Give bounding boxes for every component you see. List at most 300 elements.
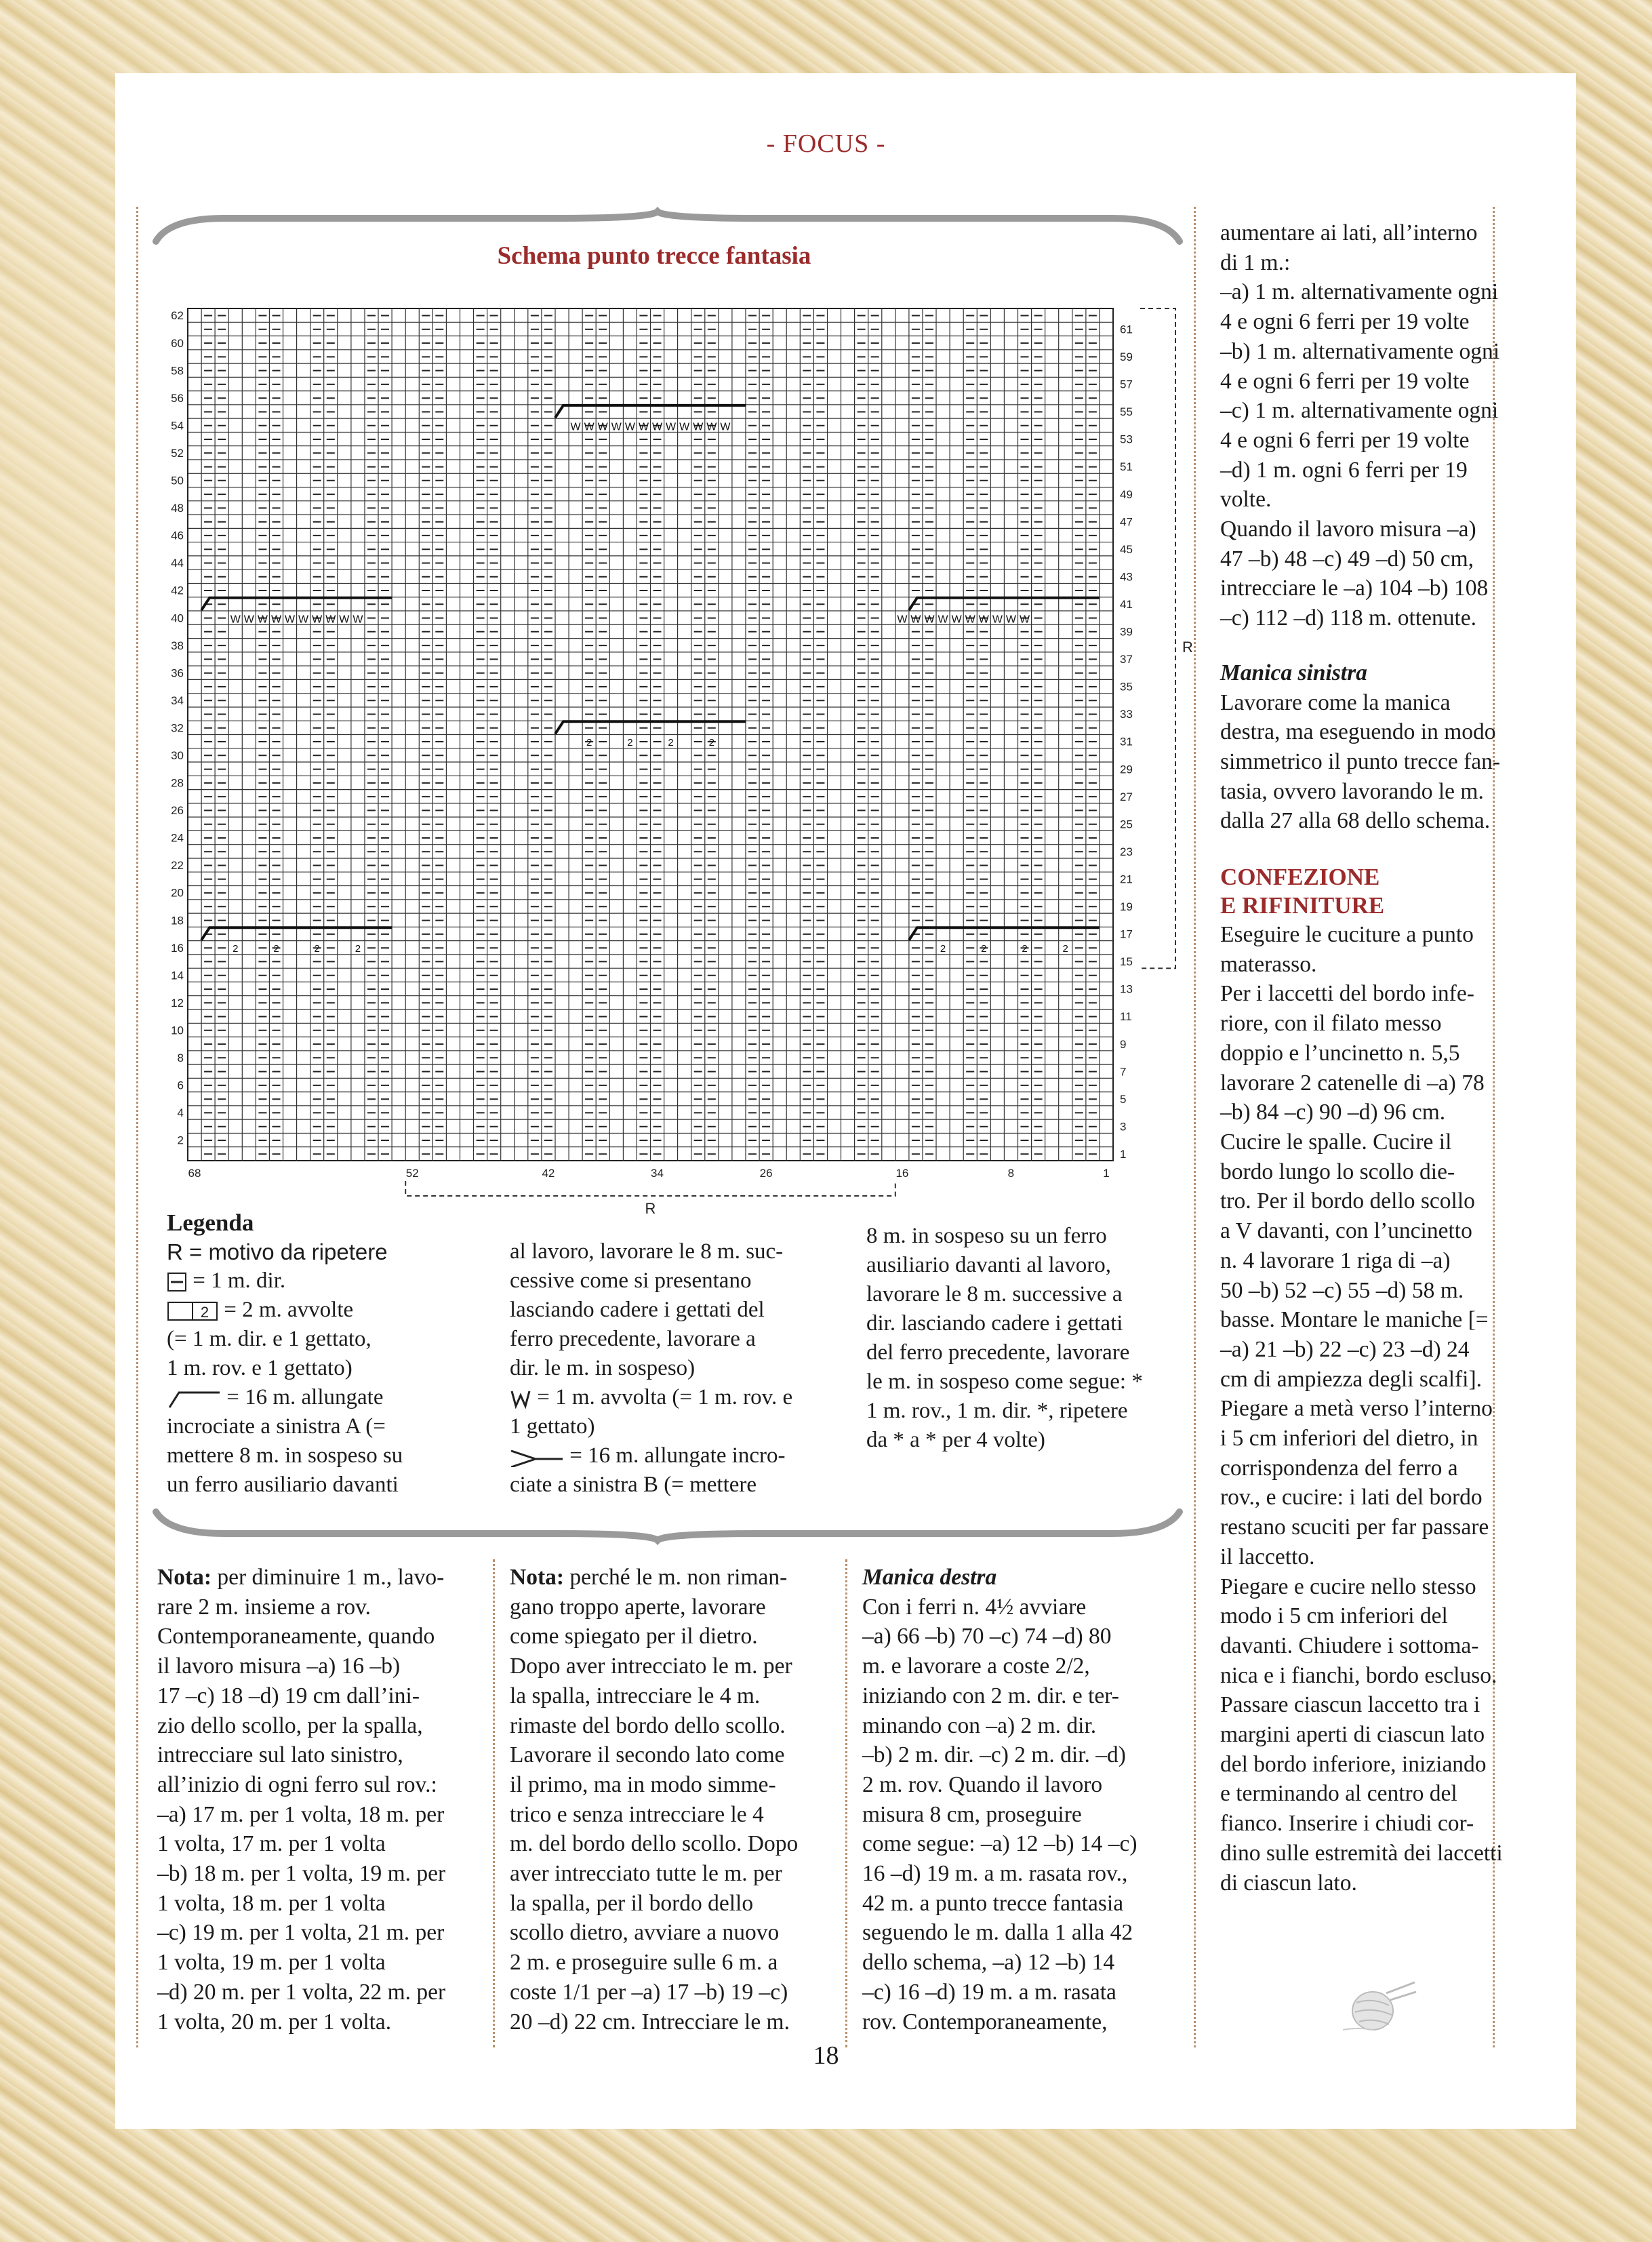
text-line-content: Contemporaneamente, quando — [157, 1624, 435, 1649]
wrap-stitch-mark: W — [965, 614, 975, 626]
legend-line: lavorare le 8 m. successive a — [866, 1282, 1123, 1306]
legend-line: al lavoro, lavorare le 8 m. suc- — [510, 1239, 784, 1264]
wrap-stitch-mark: W — [679, 421, 690, 433]
wrap-stitch-mark: W — [257, 614, 268, 626]
text-line: di 1 m.: — [1220, 249, 1291, 275]
wrap-stitch-mark: W — [693, 421, 704, 433]
text-line: misura 8 cm, proseguire — [862, 1801, 1082, 1827]
text-line-content: –d) 20 m. per 1 volta, 22 m. per — [157, 1979, 446, 2005]
increase-instructions — [1220, 218, 1528, 633]
text-line — [510, 1711, 827, 1741]
text-line-content: perché le m. non riman- — [564, 1565, 788, 1590]
repeat-mark-horizontal: R — [645, 1200, 656, 1217]
text-line-content: –a) 17 m. per 1 volta, 18 m. per — [157, 1801, 445, 1827]
column-label: 1 — [1103, 1167, 1110, 1180]
text-line-content: 1 volta, 20 m. per 1 volta. — [157, 2009, 392, 2035]
text-line-content: intrecciare sul lato sinistro, — [157, 1742, 403, 1768]
double-wrap-mark: 2 — [940, 943, 946, 955]
row-label-right: 33 — [1120, 708, 1133, 721]
text-line — [510, 1563, 827, 1593]
row-label-left: 42 — [171, 584, 184, 597]
text-line-content: rare 2 m. insieme a rov. — [157, 1594, 371, 1620]
confezione-text — [1220, 920, 1528, 1898]
wrap-stitch-mark: W — [325, 614, 336, 626]
svg-text:2: 2 — [200, 1304, 209, 1321]
legend-col-2 — [510, 1237, 828, 1500]
text-line: lavorare 2 catenelle di –a) 78 — [1220, 1070, 1485, 1096]
cable-b-symbol-icon — [510, 1447, 564, 1467]
text-line: simmetrico il punto trecce fan- — [1220, 748, 1501, 774]
column-label: 52 — [405, 1167, 419, 1180]
manica-sinistra-text — [1220, 688, 1528, 837]
text-line-content: m. del bordo dello scollo. Dopo — [510, 1831, 799, 1857]
text-line — [157, 1770, 476, 1800]
body-column-1 — [157, 1563, 476, 2037]
text-line — [510, 1918, 827, 1948]
text-line-content: come spiegato per il dietro. — [510, 1624, 758, 1649]
text-line: –b) 2 m. dir. –c) 2 m. dir. –d) — [862, 1742, 1126, 1768]
text-line — [510, 2007, 827, 2037]
confezione-heading — [1220, 863, 1528, 920]
repeat-bracket-horizontal — [405, 1181, 895, 1196]
text-line — [510, 1652, 827, 1681]
legend-line: ciate a sinistra B (= mettere — [510, 1473, 757, 1497]
double-wrap-mark: 2 — [708, 737, 714, 749]
text-line-content: –c) 19 m. per 1 volta, 21 m. per — [157, 1920, 445, 1946]
text-line-content: gano troppo aperte, lavorare — [510, 1594, 766, 1620]
text-line: –b) 84 –c) 90 –d) 96 cm. — [1220, 1100, 1446, 1125]
row-label-left: 2 — [177, 1134, 184, 1147]
row-label-right: 15 — [1120, 955, 1133, 969]
legend-line — [510, 1383, 828, 1412]
text-line: restano scuciti per far passare — [1220, 1515, 1489, 1540]
text-line: e terminando al centro del — [1220, 1781, 1457, 1807]
text-line: –d) 1 m. ogni 6 ferri per 19 — [1220, 457, 1468, 483]
text-line: Per i laccetti del bordo infe- — [1220, 981, 1474, 1007]
text-line — [157, 1978, 476, 2007]
cable-a-symbol-icon — [167, 1388, 221, 1409]
row-label-right: 35 — [1120, 680, 1133, 694]
legend-line: 8 m. in sospeso su un ferro — [866, 1224, 1107, 1248]
text-line-content: all’inizio di ogni ferro sul rov.: — [157, 1771, 437, 1797]
text-line: basse. Montare le maniche [= — [1220, 1307, 1489, 1333]
wrap-stitch-mark: W — [1019, 614, 1030, 626]
text-line-content: scollo dietro, avviare a nuovo — [510, 1920, 780, 1946]
text-line: minando con –a) 2 m. dir. — [862, 1713, 1097, 1738]
text-line-content: coste 1/1 per –a) 17 –b) 19 –c) — [510, 1979, 788, 2005]
row-label-left: 14 — [171, 969, 184, 982]
wrap-stitch-mark: W — [243, 614, 254, 626]
yarn-ball-icon — [1339, 1980, 1420, 2034]
row-label-left: 16 — [171, 941, 184, 955]
row-label-right: 45 — [1120, 542, 1133, 556]
confezione-title-line: E RIFINITURE — [1220, 892, 1385, 919]
legend-line-text: R = motivo da ripetere — [167, 1239, 388, 1264]
text-line: 16 –d) 19 m. a m. rasata rov., — [862, 1861, 1128, 1887]
wrap-stitch-mark: W — [992, 614, 1003, 626]
text-line: il laccetto. — [1220, 1544, 1315, 1569]
text-line-content: trico e senza intrecciare le 4 — [510, 1801, 764, 1827]
manica-destra-text — [862, 1593, 1180, 2037]
text-line: dalla 27 alla 68 dello schema. — [1220, 808, 1491, 834]
wrap-stitch-mark: W — [352, 614, 363, 626]
text-line: Piegare e cucire nello stesso — [1220, 1574, 1476, 1599]
legend-line-text: = 16 m. allungate — [226, 1385, 384, 1409]
text-line: Quando il lavoro misura –a) — [1220, 517, 1476, 542]
legend-line: le m. in sospeso come segue: * — [866, 1369, 1143, 1394]
column-label: 68 — [188, 1167, 201, 1180]
legend-line-text: = 1 m. avvolta (= 1 m. rov. e — [537, 1385, 793, 1409]
text-line: aumentare ai lati, all’interno — [1220, 220, 1478, 245]
row-label-left: 36 — [171, 666, 184, 680]
text-line-content: la spalla, intrecciare le 4 m. — [510, 1683, 761, 1708]
legend-line — [167, 1237, 506, 1266]
row-label-right: 25 — [1120, 818, 1133, 831]
text-line — [510, 1800, 827, 1830]
text-line: tro. Per il bordo dello scollo — [1220, 1188, 1475, 1214]
section-header: - FOCUS - — [766, 129, 886, 158]
text-line: margini aperti di ciascun lato — [1220, 1722, 1485, 1748]
row-label-right: 43 — [1120, 570, 1133, 584]
text-line: 2 m. rov. Quando il lavoro — [862, 1771, 1103, 1797]
text-line: Piegare a metà verso l’interno — [1220, 1396, 1493, 1422]
row-label-right: 23 — [1120, 845, 1133, 858]
grid-rows — [188, 322, 1113, 1146]
row-label-right: 13 — [1120, 982, 1133, 996]
double-wrap-mark: 2 — [586, 737, 592, 749]
double-wrap-mark: 2 — [981, 943, 987, 955]
text-line: materasso. — [1220, 951, 1317, 977]
chart-grid — [188, 308, 1113, 1161]
text-line: nica e i fianchi, bordo escluso. — [1220, 1662, 1497, 1688]
row-label-left: 24 — [171, 831, 184, 845]
row-label-left: 54 — [171, 419, 184, 433]
legend-line: cessive come si presentano — [510, 1268, 752, 1293]
text-line-content: per diminuire 1 m., lavo- — [211, 1565, 445, 1590]
row-label-left: 4 — [177, 1106, 184, 1120]
text-line-content: aver intrecciato tutte le m. per — [510, 1861, 782, 1887]
text-line-content: 20 –d) 22 cm. Intrecciare le m. — [510, 2009, 790, 2035]
double-wrap-mark: 2 — [273, 943, 279, 955]
bottom-bracket — [156, 1512, 1180, 1540]
row-label-left: 48 — [171, 502, 184, 515]
row-label-left: 52 — [171, 447, 184, 460]
legend-title: Legenda — [167, 1209, 254, 1236]
row-label-right: 49 — [1120, 487, 1133, 501]
text-line — [157, 1652, 476, 1681]
row-label-left: 38 — [171, 639, 184, 652]
row-label-left: 20 — [171, 886, 184, 900]
row-label-left: 12 — [171, 996, 184, 1009]
text-line: –b) 1 m. alternativamente ogni — [1220, 338, 1500, 364]
row-label-right: 37 — [1120, 653, 1133, 666]
text-line: corrispondenza del ferro a — [1220, 1455, 1458, 1481]
legend-line: dir. lasciando cadere i gettati — [866, 1311, 1123, 1336]
wrap-stitch-mark: W — [638, 421, 649, 433]
body-column-3 — [862, 1563, 1180, 2037]
note-label: Nota: — [157, 1565, 212, 1590]
legend-line-text: = 1 m. dir. — [193, 1268, 286, 1293]
text-line-content: 1 volta, 17 m. per 1 volta — [157, 1831, 386, 1857]
row-label-right: 27 — [1120, 790, 1133, 803]
text-line — [510, 1859, 827, 1889]
text-line: iniziando con 2 m. dir. e ter- — [862, 1683, 1119, 1708]
row-label-left: 34 — [171, 694, 184, 707]
text-line — [510, 1978, 827, 2007]
text-line — [510, 1622, 827, 1652]
text-line: –c) 1 m. alternativamente ogni — [1220, 398, 1499, 424]
row-label-right: 11 — [1120, 1010, 1132, 1024]
text-line: bordo lungo lo scollo die- — [1220, 1159, 1455, 1184]
row-label-right: 3 — [1120, 1120, 1127, 1134]
wrap-stitch-symbol-icon — [510, 1388, 531, 1409]
text-line-content: –b) 18 m. per 1 volta, 19 m. per — [157, 1861, 446, 1887]
legend-line: ausiliario davanti al lavoro, — [866, 1253, 1112, 1277]
legend-line — [167, 1266, 506, 1296]
text-line: a V davanti, con l’uncinetto — [1220, 1218, 1472, 1244]
row-label-right: 29 — [1120, 763, 1133, 776]
wrap-stitch-mark: W — [298, 614, 309, 626]
text-line: i 5 cm inferiori del dietro, in — [1220, 1426, 1478, 1452]
wrap-stitch-mark: W — [570, 421, 581, 433]
text-line: –c) 112 –d) 118 m. ottenute. — [1220, 605, 1477, 631]
text-line-content: zio dello scollo, per la spalla, — [157, 1713, 423, 1738]
text-line — [157, 1800, 476, 1830]
text-line-content: 1 volta, 19 m. per 1 volta — [157, 1950, 386, 1976]
text-line: 42 m. a punto trecce fantasia — [862, 1890, 1124, 1916]
row-label-left: 62 — [171, 309, 184, 323]
text-line: di ciascun lato. — [1220, 1870, 1357, 1896]
row-label-left: 46 — [171, 529, 184, 542]
column-label: 42 — [542, 1167, 555, 1180]
text-line — [157, 1889, 476, 1919]
wrap-stitch-mark: W — [978, 614, 989, 626]
row-label-right: 57 — [1120, 378, 1133, 391]
text-line: rov. Contemporaneamente, — [862, 2009, 1108, 2035]
text-line: fianco. Inserire i chiudi cor- — [1220, 1811, 1474, 1837]
row-label-right: 51 — [1120, 460, 1133, 474]
top-bracket — [156, 212, 1180, 241]
text-line — [157, 1622, 476, 1652]
text-line: riore, con il filato messo — [1220, 1011, 1442, 1037]
text-line — [510, 1829, 827, 1859]
row-label-right: 39 — [1120, 625, 1133, 639]
text-line — [157, 1711, 476, 1741]
text-line: cm di ampiezza degli scalfi]. — [1220, 1366, 1483, 1392]
text-line-content: Lavorare il secondo lato come — [510, 1742, 785, 1768]
text-line: 4 e ogni 6 ferri per 19 volte — [1220, 309, 1470, 335]
legend-line: mettere 8 m. in sospeso su — [167, 1443, 403, 1468]
row-label-right: 7 — [1120, 1065, 1127, 1079]
row-label-left: 8 — [177, 1052, 184, 1064]
text-line: volte. — [1220, 487, 1272, 513]
legend-col-3 — [866, 1222, 1185, 1455]
wrap-stitch-mark: W — [611, 421, 622, 433]
legend-line — [167, 1296, 506, 1325]
legend-line: un ferro ausiliario davanti — [167, 1473, 399, 1497]
row-label-left: 6 — [177, 1079, 184, 1092]
row-label-right: 61 — [1120, 323, 1133, 336]
text-line-content: la spalla, per il bordo dello — [510, 1890, 754, 1916]
row-label-right: 59 — [1120, 351, 1133, 363]
wrap-stitch-mark: W — [1005, 614, 1016, 626]
column-label: 8 — [1007, 1167, 1015, 1180]
double-wrap-mark: 2 — [627, 737, 633, 749]
text-line: 47 –b) 48 –c) 49 –d) 50 cm, — [1220, 546, 1474, 572]
text-line-content: il primo, ma in modo simme- — [510, 1771, 776, 1797]
wrap-stitch-mark: W — [597, 421, 608, 433]
text-line: dino sulle estremità dei laccetti — [1220, 1840, 1503, 1866]
double-wrap-mark: 2 — [1022, 943, 1028, 955]
text-line — [157, 1948, 476, 1978]
text-line-content: 2 m. e proseguire sulle 6 m. a — [510, 1950, 778, 1976]
column-label: 26 — [759, 1167, 773, 1180]
row-label-left: 56 — [171, 391, 184, 405]
legend-line-text: = 2 m. avvolte — [224, 1298, 354, 1322]
row-label-left: 44 — [171, 557, 184, 570]
text-line — [510, 1593, 827, 1622]
page-number: 18 — [813, 2041, 839, 2070]
row-label-left: 60 — [171, 336, 184, 350]
double-wrap-mark: 2 — [233, 943, 239, 955]
text-line-content: il lavoro misura –a) 16 –b) — [157, 1654, 401, 1679]
row-label-right: 53 — [1120, 433, 1133, 446]
text-line — [510, 1948, 827, 1978]
row-label-left: 32 — [171, 721, 184, 735]
text-line: seguendo le m. dalla 1 alla 42 — [862, 1920, 1133, 1946]
row-label-right: 9 — [1120, 1037, 1127, 1051]
wrap-stitch-mark: W — [339, 614, 350, 626]
manica-sinistra-title: Manica sinistra — [1220, 660, 1367, 685]
legend-line: del ferro precedente, lavorare — [866, 1340, 1130, 1365]
text-line: davanti. Chiudere i sottoma- — [1220, 1633, 1479, 1658]
text-line — [510, 1681, 827, 1711]
text-line — [510, 1770, 827, 1800]
row-label-left: 30 — [171, 749, 184, 762]
text-line: n. 4 lavorare 1 riga di –a) — [1220, 1247, 1451, 1273]
confezione-title-line: CONFEZIONE — [1220, 864, 1380, 891]
row-label-right: 41 — [1120, 598, 1133, 611]
legend-line — [510, 1441, 828, 1470]
wrap-stitch-mark: W — [951, 614, 962, 626]
text-line: doppio e l’uncinetto n. 5,5 — [1220, 1040, 1460, 1066]
legend-line-text: = 16 m. allungate incro- — [569, 1443, 786, 1468]
legend-line: ferro precedente, lavorare a — [510, 1327, 756, 1351]
text-line-content: 1 volta, 18 m. per 1 volta — [157, 1890, 386, 1916]
text-line: come segue: –a) 12 –b) 14 –c) — [862, 1831, 1137, 1857]
wrap-stitch-mark: W — [706, 421, 717, 433]
text-line-content: 17 –c) 18 –d) 19 cm dall’ini- — [157, 1683, 420, 1708]
text-line — [157, 1859, 476, 1889]
column-label: 34 — [651, 1167, 664, 1180]
legend-col-1 — [167, 1208, 506, 1500]
text-line: intrecciare le –a) 104 –b) 108 — [1220, 576, 1489, 601]
text-line — [157, 1593, 476, 1622]
repeat-mark-vertical: R — [1182, 638, 1193, 656]
row-label-right: 19 — [1120, 900, 1133, 913]
text-line: –a) 1 m. alternativamente ogni — [1220, 279, 1499, 305]
row-label-left: 40 — [171, 612, 184, 625]
row-label-left: 58 — [171, 364, 184, 378]
text-line: –a) 66 –b) 70 –c) 74 –d) 80 — [862, 1624, 1112, 1649]
text-line: –a) 21 –b) 22 –c) 23 –d) 24 — [1220, 1336, 1470, 1362]
text-line: rov., e cucire: i lati del bordo — [1220, 1485, 1483, 1510]
wrap-stitch-mark: W — [666, 421, 677, 433]
wrap-stitch-mark: W — [312, 614, 323, 626]
text-line — [510, 1740, 827, 1770]
double-wrap-mark: 2 — [1062, 943, 1068, 955]
double-wrap-mark: 2 — [314, 943, 320, 955]
row-label-left: 50 — [171, 474, 184, 487]
legend-line: incrociate a sinistra A (= — [167, 1414, 386, 1439]
row-label-left: 28 — [171, 776, 184, 790]
legend-line: dir. le m. in sospeso) — [510, 1356, 696, 1380]
schema-title: Schema punto trecce fantasia — [497, 242, 811, 270]
manica-destra-title: Manica destra — [862, 1565, 997, 1590]
text-line: –c) 16 –d) 19 m. a m. rasata — [862, 1979, 1116, 2005]
text-line: m. e lavorare a coste 2/2, — [862, 1654, 1090, 1679]
body-column-2 — [510, 1563, 827, 2037]
row-label-left: 22 — [171, 859, 184, 873]
text-line: modo i 5 cm inferiori del — [1220, 1603, 1448, 1629]
text-line — [510, 1889, 827, 1919]
wrap-stitch-mark: W — [584, 421, 595, 433]
legend-line: da * a * per 4 volte) — [866, 1428, 1045, 1452]
legend-line: 1 m. rov., 1 m. dir. *, ripetere — [866, 1399, 1128, 1423]
text-line: dello schema, –a) 12 –b) 14 — [862, 1950, 1115, 1976]
wrap-stitch-mark: W — [651, 421, 663, 433]
row-label-left: 10 — [171, 1024, 184, 1037]
row-label-right: 17 — [1120, 927, 1133, 941]
double-wrap-mark: 2 — [355, 943, 361, 955]
text-line: Passare ciascun laccetto tra i — [1220, 1692, 1480, 1718]
text-line: Lavorare come la manica — [1220, 689, 1451, 715]
text-line-content: Dopo aver intrecciato le m. per — [510, 1654, 792, 1679]
text-line: Con i ferri n. 4½ avviare — [862, 1594, 1087, 1620]
text-line: 4 e ogni 6 ferri per 19 volte — [1220, 427, 1470, 453]
row-label-right: 47 — [1120, 515, 1133, 529]
text-line-content: rimaste del bordo dello scollo. — [510, 1713, 786, 1738]
text-line: 4 e ogni 6 ferri per 19 volte — [1220, 368, 1470, 394]
legend-line — [167, 1383, 506, 1412]
row-label-right: 31 — [1120, 735, 1133, 748]
wrap-stitch-mark: W — [270, 614, 282, 626]
text-line — [157, 1681, 476, 1711]
text-line: 50 –b) 52 –c) 55 –d) 58 m. — [1220, 1277, 1464, 1303]
text-line: destra, ma eseguendo in modo — [1220, 719, 1496, 745]
repeat-bracket-vertical — [1140, 308, 1175, 968]
legend-line: lasciando cadere i gettati del — [510, 1298, 765, 1322]
right-column — [1220, 218, 1528, 1898]
double-wrap-mark: 2 — [668, 737, 674, 749]
text-line — [157, 1563, 476, 1593]
row-label-left: 18 — [171, 914, 184, 927]
row-label-right: 21 — [1120, 873, 1133, 886]
text-line: Cucire le spalle. Cucire il — [1220, 1129, 1452, 1155]
wrap-stitch-mark: W — [910, 614, 921, 626]
wrap-stitch-mark: W — [938, 614, 948, 626]
knit-stitch-symbol-icon — [167, 1272, 187, 1292]
column-label: 16 — [895, 1167, 909, 1180]
note-label: Nota: — [510, 1565, 565, 1590]
double-wrap-symbol-icon — [167, 1301, 218, 1321]
legend-line: 1 gettato) — [510, 1414, 595, 1439]
legend-line: 1 m. rov. e 1 gettato) — [167, 1356, 352, 1380]
wrap-stitch-mark: W — [924, 614, 935, 626]
row-label-left: 26 — [171, 804, 184, 818]
text-line: del bordo inferiore, iniziando — [1220, 1751, 1487, 1777]
text-line — [157, 1740, 476, 1770]
